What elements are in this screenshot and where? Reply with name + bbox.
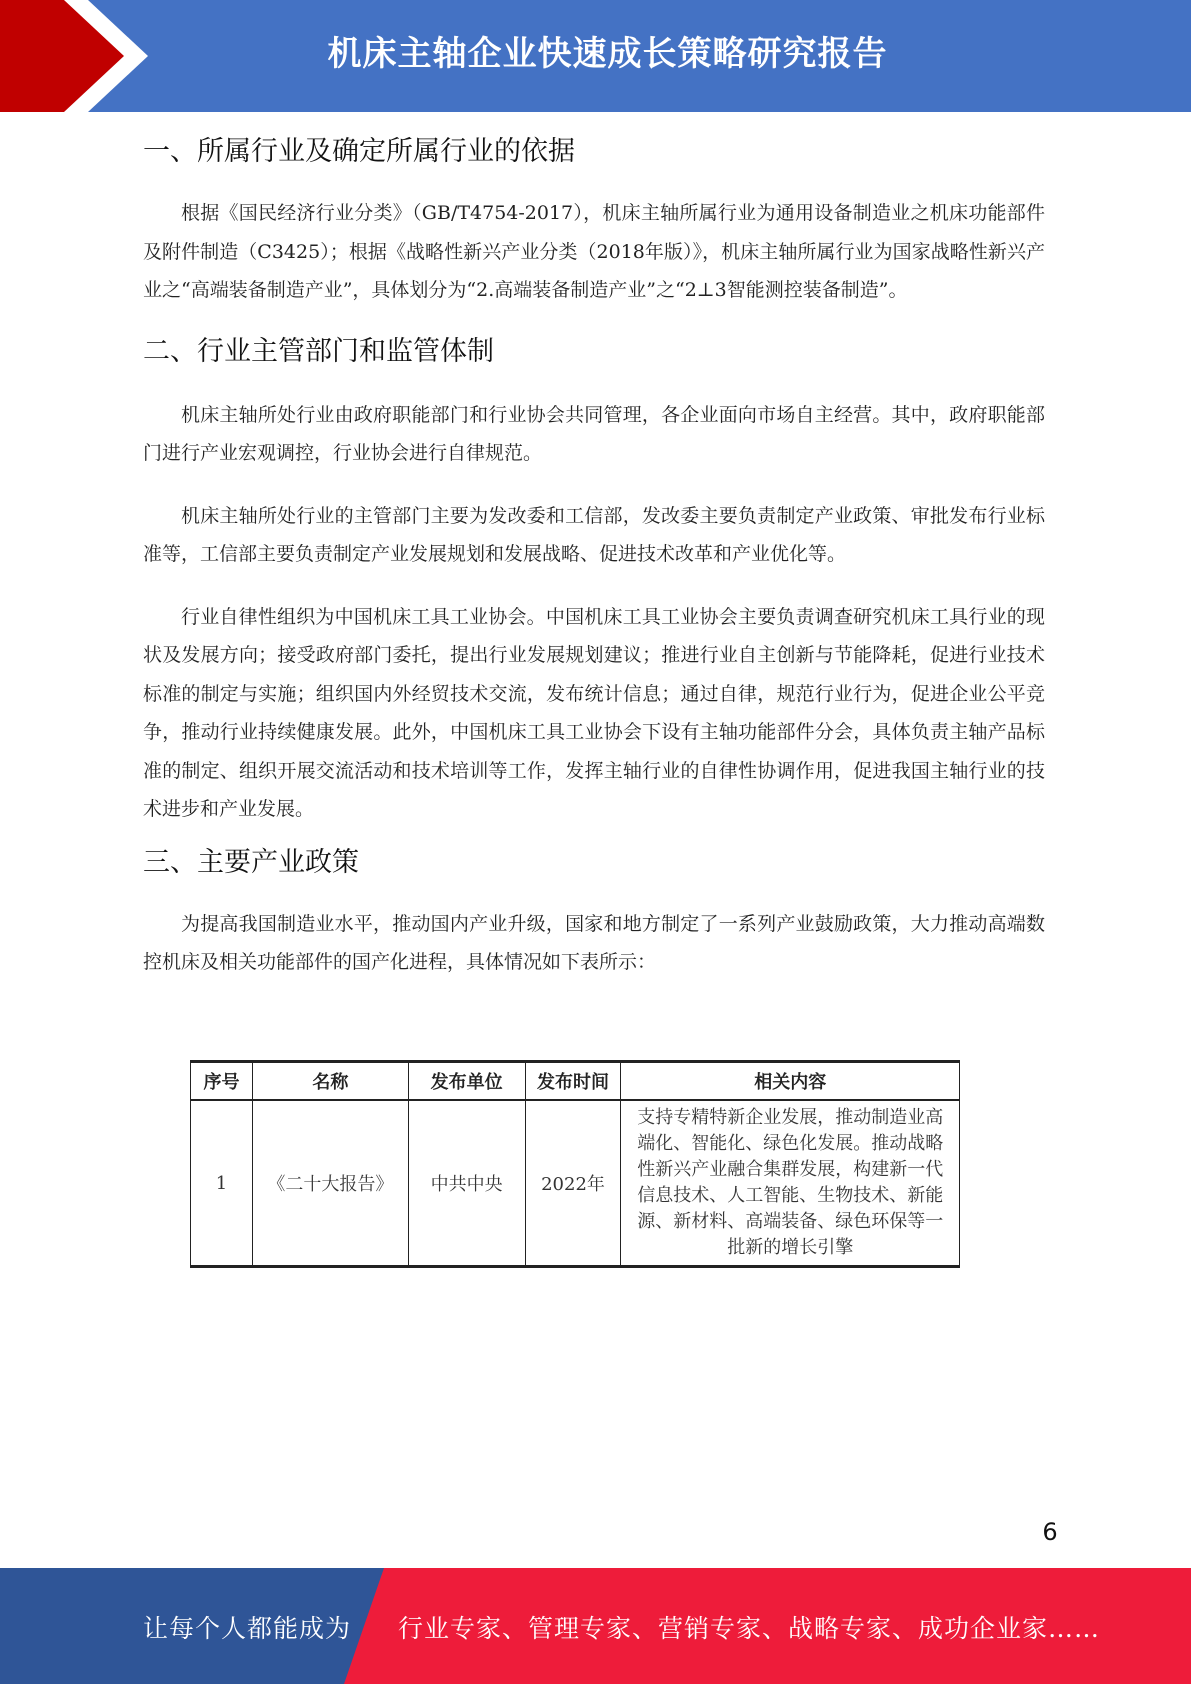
- table-cell: 《二十大报告》: [252, 1100, 408, 1267]
- policy-table: [190, 1060, 960, 1268]
- paragraph: 机床主轴所处行业的主管部门主要为发改委和工信部，发改委主要负责制定产业政策、审批发布行业标准等，工信部主要负责制定产业发展规划和发展战略、促进技术改革和产业优化等。: [143, 504, 1045, 565]
- paragraph: 机床主轴所处行业由政府职能部门和行业协会共同管理，各企业面向市场自主经营。其中，政府职能部门进行产业宏观调控，行业协会进行自律规范。: [143, 403, 1045, 464]
- table-cell: 2022年: [525, 1100, 621, 1267]
- table-cell: 1: [191, 1100, 253, 1267]
- paragraph: 行业自律性组织为中国机床工具工业协会。中国机床工具工业协会主要负责调查研究机床工具行业的现状及发展方向；接受政府部门委托，提出行业发展规划建议；推进行业自主创新与节能降耗，促进行业技术标准的制定与实施；组织国内外经贸技术交流，发布统计信息；通过自律，规范行业行为，促进企业公平竞争，推动行业持续健康发展。此外，中国机床工具工业协会下设有主轴功能部件分会，具体负责主轴产品标准的制定、组织开展交流活动和技术培训等工作，发挥主轴行业的自律性协调作用，促进我国主轴行业的技术进步和产业发展。: [143, 605, 1045, 820]
- table-header-row: [191, 1062, 960, 1101]
- column-header: 发布时间: [525, 1062, 621, 1101]
- footer-banner: [0, 1568, 1191, 1684]
- table-cell: 中共中央: [408, 1100, 525, 1267]
- header-bar: [0, 0, 1191, 112]
- report-title: 机床主轴企业快速成长策略研究报告: [327, 34, 888, 74]
- section-heading-regulation: 二、行业主管部门和监管体制: [143, 335, 494, 367]
- paragraph: 根据《国民经济行业分类》（GB/T4754-2017），机床主轴所属行业为通用设备制造业之机床功能部件及附件制造（C3425）；根据《战略性新兴产业分类（2018年版）》，机床主轴所属行业为国家战略性新兴产业之“高端装备制造产业”，具体划分为“2.高端装备制造产业”之“2⊥3智能测控装备制造”。: [143, 202, 1045, 301]
- section-heading-policy: 三、主要产业政策: [143, 846, 359, 878]
- page-number: 6: [1042, 1518, 1058, 1546]
- column-header: 名称: [252, 1062, 408, 1101]
- section-heading-industry: 一、所属行业及确定所属行业的依据: [143, 136, 575, 167]
- column-header: 序号: [191, 1062, 253, 1101]
- footer-slogan-left: 让每个人都能成为: [143, 1614, 352, 1643]
- table-row: [191, 1100, 960, 1267]
- policy-table-container: [190, 1060, 962, 1268]
- column-header: 相关内容: [621, 1062, 960, 1101]
- table-cell: 支持专精特新企业发展，推动制造业高端化、智能化、绿色化发展。推动战略性新兴产业融合集群发展，构建新一代信息技术、人工智能、生物技术、新能源、新材料、高端装备、绿色环保等一批新的增长引擎: [621, 1100, 960, 1267]
- paragraph: 为提高我国制造业水平，推动国内产业升级，国家和地方制定了一系列产业鼓励政策，大力推动高端数控机床及相关功能部件的国产化进程，具体情况如下表所示：: [143, 912, 1045, 973]
- main-content: [143, 128, 1045, 982]
- footer-slogan-right: 行业专家、管理专家、营销专家、战略专家、成功企业家……: [398, 1614, 1101, 1643]
- column-header: 发布单位: [408, 1062, 525, 1101]
